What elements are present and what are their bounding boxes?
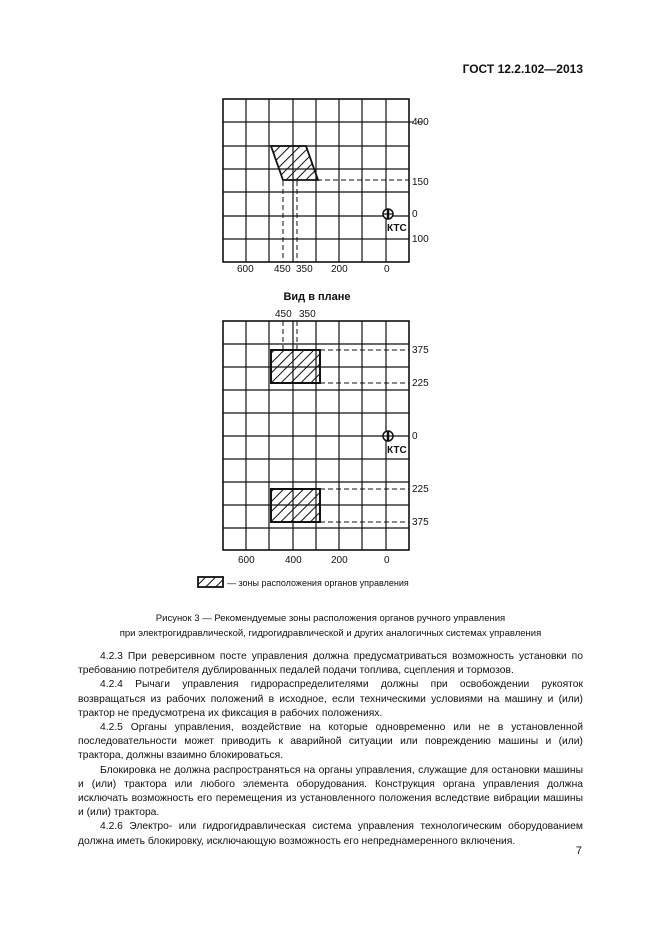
top-y-tick: 400 — [412, 117, 429, 128]
bottom-kts-label: КТС — [387, 445, 407, 456]
top-x-tick: 200 — [331, 264, 348, 275]
top-y-tick: 150 — [412, 177, 429, 188]
bottom-x-tick: 0 — [384, 555, 390, 566]
bottom-y-tick: 375 — [412, 517, 429, 528]
top-y-tick: 100 — [412, 234, 429, 245]
bottom-x-tick: 400 — [285, 555, 302, 566]
top-y-tick: 0 — [412, 209, 418, 220]
top-kts-label: КТС — [387, 223, 407, 234]
paragraph: Блокировка не должна распространяться на органы управления, служащие для остановки машины и (или) трактора или любого элемента оборудования. Конструкция органа управления должна исключать возможность его перемещения из установленного положения вследствие вибрации машины и (или) трактора. — [78, 764, 583, 819]
top-x-tick: 600 — [237, 264, 254, 275]
bottom-y-tick: 375 — [412, 345, 429, 356]
top-control-zone — [271, 146, 318, 180]
caption-line: при электрогидравлической, гидрогидравлической и других аналогичных системах управления — [119, 628, 542, 639]
bottom-x-tick: 200 — [331, 555, 348, 566]
top-x-tick: 0 — [384, 264, 390, 275]
top-kts-point — [383, 209, 393, 219]
bottom-x-tick: 600 — [238, 555, 255, 566]
bottom-y-tick: 225 — [412, 484, 429, 495]
standard-code: ГОСТ 12.2.102—2013 — [462, 62, 583, 76]
bottom-top-tick: 450 — [275, 309, 292, 320]
paragraph: 4.2.5 Органы управления, воздействие на которые одновременно или не в установленной последовательности может приводить к аварийной ситуации или повреждению машины и (или) трактора, должны взаимно блокироваться. — [78, 722, 583, 762]
bottom-y-tick: 0 — [412, 431, 418, 442]
plan-view-title: Вид в плане — [283, 291, 351, 303]
legend-text: — зоны расположения органов управления — [227, 578, 409, 588]
bottom-kts-point — [383, 431, 393, 441]
top-x-tick: 450 — [274, 264, 291, 275]
top-x-tick: 350 — [296, 264, 313, 275]
body-text — [78, 650, 583, 849]
lower-control-zone — [271, 489, 320, 522]
caption-line: Рисунок 3 — Рекомендуемые зоны расположения органов ручного управления — [155, 613, 506, 624]
page-number: 7 — [575, 845, 582, 857]
bottom-y-tick: 225 — [412, 378, 429, 389]
upper-control-zone — [271, 350, 320, 383]
paragraph: 4.2.4 Рычаги управления гидрораспределителями должны при освобождении рукояток возвращаться из рабочих положений в исходное, если техническими условиями на машину и (или) трактор не предусмотрена их фиксация в рабочих положениях. — [78, 679, 583, 719]
legend-swatch — [198, 577, 223, 587]
paragraph: 4.2.6 Электро- или гидрогидравлическая система управления технологическим оборудованием должна иметь блокировку, исключающую возможность его непреднамеренного включения. — [78, 821, 583, 847]
bottom-top-tick: 350 — [299, 309, 316, 320]
figure-caption — [0, 611, 661, 641]
paragraph: 4.2.3 При реверсивном посте управления должна предусматриваться возможность установки по требованию потребителя дублированных педалей подачи топлива, сцепления и тормозов. — [78, 651, 583, 677]
